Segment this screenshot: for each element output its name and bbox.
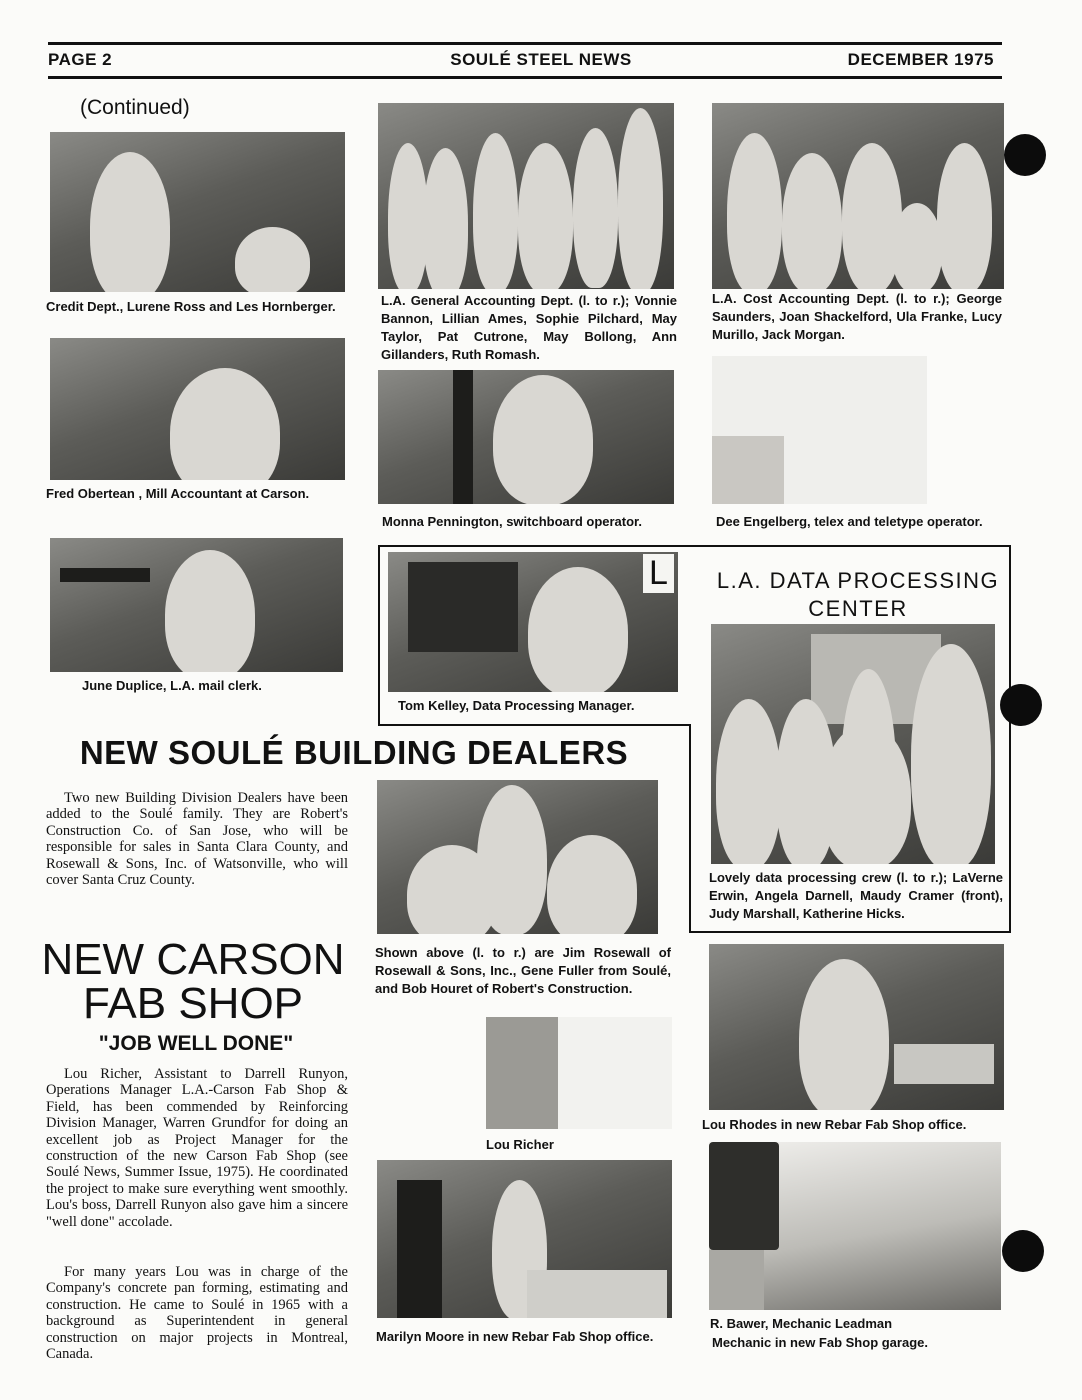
photo-kelley <box>388 552 678 692</box>
issue-date: DECEMBER 1975 <box>847 50 994 69</box>
caption-general-accounting: L.A. General Accounting Dept. (l. to r.); Vonnie Bannon, Lillian Ames, Sophie Pilchard, May Taylor, Pat Cutrone, May Bollong, Ann Gillanders, Ruth Romash. <box>381 293 677 362</box>
caption-engelberg: Dee Engelberg, telex and teletype operator. <box>716 514 983 529</box>
caption-obertean: Fred Obertean , Mill Accountant at Carson. <box>46 486 310 501</box>
data-center-title <box>700 567 1016 623</box>
data-center-title-line1: L.A. DATA PROCESSING <box>716 568 1000 593</box>
caption-credit-dept: Credit Dept., Lurene Ross and Les Hornberger. <box>46 299 336 314</box>
photo-duplice <box>50 538 343 672</box>
dealers-body: Two new Building Division Dealers have been added to the Soulé family. They are Robert's Construction Co. of San Jose, who will be responsible for sales in Santa Clara County, and Rosewall & Sons, Inc. of Watsonville, who will cover Santa Cruz County. <box>46 790 348 889</box>
carson-paragraph-2: For many years Lou was in charge of the Company's concrete pan forming, estimating and construction. He came to Soulé in 1965 with a background as Superintendent in general construction on major projects in Montreal, Canada. <box>46 1264 348 1363</box>
caption-richer: Lou Richer <box>486 1137 554 1152</box>
photo-obertean <box>50 338 345 480</box>
caption-bawer-line2: Mechanic in new Fab Shop garage. <box>712 1335 928 1350</box>
photo-bawer <box>709 1142 1001 1310</box>
caption-dealers-photo: Shown above (l. to r.) are Jim Rosewall of Rosewall & Sons, Inc., Gene Fuller from Soulé, and Bob Houret of Robert's Construction. <box>375 945 671 996</box>
photo-richer <box>486 1017 672 1129</box>
photo-sign-letter: L <box>643 554 674 593</box>
photo-cost-accounting <box>712 103 1004 289</box>
carson-headline-line2: FAB SHOP <box>82 979 304 1028</box>
binder-hole-bottom <box>1002 1230 1044 1272</box>
carson-subhead: "JOB WELL DONE" <box>98 1032 294 1055</box>
carson-headline-line1: NEW CARSON <box>41 935 345 984</box>
carson-headline <box>30 935 356 1028</box>
box-bottom-rule <box>689 931 1011 933</box>
caption-data-crew: Lovely data processing crew (l. to r.); LaVerne Erwin, Angela Darnell, Maudy Cramer (front), Judy Marshall, Katherine Hicks. <box>709 870 1003 921</box>
photo-general-accounting <box>378 103 674 289</box>
carson-paragraph-1: Lou Richer, Assistant to Darrell Runyon, Operations Manager L.A.-Carson Fab Shop & Field, has been commended by Reinforcing Division Manager, Warren Grundfor for doing an excellent job as Project Manager for the construction of the new Carson Fab Shop (see Soulé News, Summer Issue, 1975). He coordinated the project to make sure everything went smoothly. Lou's boss, Darrell Runyon also gave him a sincere "well done" accolade. <box>46 1066 348 1230</box>
caption-duplice: June Duplice, L.A. mail clerk. <box>82 678 262 693</box>
caption-moore: Marilyn Moore in new Rebar Fab Shop office. <box>376 1329 654 1344</box>
box-top-rule <box>378 545 1010 547</box>
caption-bawer-line1: R. Bawer, Mechanic Leadman <box>710 1316 893 1331</box>
caption-cost-accounting: L.A. Cost Accounting Dept. (l. to r.); George Saunders, Joan Shackelford, Ula Franke, Lucy Murillo, Jack Morgan. <box>712 291 1002 342</box>
caption-pennington: Monna Pennington, switchboard operator. <box>382 514 643 529</box>
photo-rhodes <box>709 944 1004 1110</box>
page-number: PAGE 2 <box>48 50 113 69</box>
caption-kelley: Tom Kelley, Data Processing Manager. <box>398 698 635 713</box>
header-rule-top <box>48 42 1002 45</box>
photo-credit-dept <box>50 132 345 292</box>
newsletter-title: SOULÉ STEEL NEWS <box>450 50 632 69</box>
binder-hole-top <box>1004 134 1046 176</box>
photo-engelberg <box>712 356 927 504</box>
data-center-title-line2: CENTER <box>808 596 908 621</box>
photo-dealers <box>377 780 658 934</box>
caption-rhodes: Lou Rhodes in new Rebar Fab Shop office. <box>702 1117 967 1132</box>
box-left-rule <box>378 545 380 725</box>
dealers-headline: NEW SOULÉ BUILDING DEALERS <box>79 734 629 771</box>
photo-moore <box>377 1160 672 1318</box>
header-rule-bottom <box>48 76 1002 79</box>
box-mid-rule <box>378 724 690 726</box>
continued-label: (Continued) <box>80 96 190 119</box>
photo-data-crew <box>711 624 995 864</box>
photo-pennington <box>378 370 674 504</box>
binder-hole-middle <box>1000 684 1042 726</box>
